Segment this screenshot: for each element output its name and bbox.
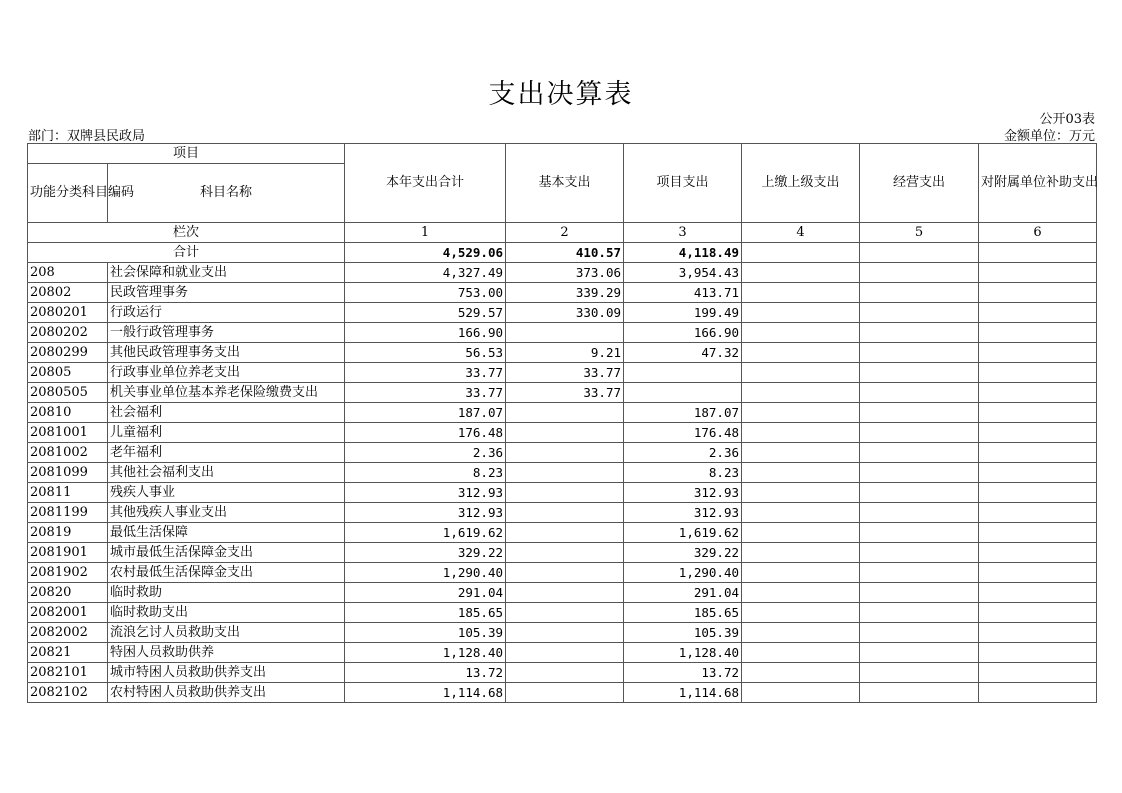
row-superior [742,323,860,343]
total-row [28,243,1097,263]
row-subsidy [979,643,1097,663]
row-basic: 33.77 [506,363,624,383]
row-name: 其他民政管理事务支出 [108,343,345,363]
form-number: 公开03表 [1039,112,1095,127]
row-name: 行政事业单位养老支出 [108,363,345,383]
row-business [860,563,979,583]
row-business [860,683,979,703]
row-business [860,623,979,643]
row-superior [742,623,860,643]
row-basic: 330.09 [506,303,624,323]
row-code: 2082102 [28,683,108,703]
row-code: 2082002 [28,623,108,643]
row-code: 20810 [28,403,108,423]
row-total: 529.57 [345,303,506,323]
row-basic [506,523,624,543]
row-name: 最低生活保障 [108,523,345,543]
table-row [28,483,1097,503]
row-project: 1,619.62 [624,523,742,543]
row-subsidy [979,343,1097,363]
row-name: 其他社会福利支出 [108,463,345,483]
row-basic [506,663,624,683]
table-row [28,303,1097,323]
row-superior [742,523,860,543]
row-business [860,663,979,683]
row-code: 2080505 [28,383,108,403]
row-superior [742,383,860,403]
row-total: 33.77 [345,363,506,383]
row-name: 城市特困人员救助供养支出 [108,663,345,683]
row-project: 185.65 [624,603,742,623]
row-superior [742,683,860,703]
row-subsidy [979,363,1097,383]
row-name: 农村特困人员救助供养支出 [108,683,345,703]
row-total: 187.07 [345,403,506,423]
row-total: 753.00 [345,283,506,303]
row-name: 社会保障和就业支出 [108,263,345,283]
row-code: 2080202 [28,323,108,343]
row-superior [742,343,860,363]
total-c3: 4,118.49 [624,243,742,263]
table-row [28,383,1097,403]
row-basic [506,403,624,423]
row-basic [506,443,624,463]
row-basic [506,603,624,623]
row-business [860,263,979,283]
col-number-1: 1 [345,223,506,243]
total-c1: 4,529.06 [345,243,506,263]
row-total: 56.53 [345,343,506,363]
row-name: 农村最低生活保障金支出 [108,563,345,583]
row-basic [506,463,624,483]
table-row [28,563,1097,583]
col-number-4: 4 [742,223,860,243]
row-subsidy [979,523,1097,543]
row-basic [506,623,624,643]
row-basic [506,483,624,503]
row-superior [742,403,860,423]
row-name: 机关事业单位基本养老保险缴费支出 [108,383,345,403]
row-subsidy [979,263,1097,283]
row-total: 1,114.68 [345,683,506,703]
row-code: 20802 [28,283,108,303]
row-project: 312.93 [624,503,742,523]
row-superior [742,303,860,323]
row-name: 临时救助 [108,583,345,603]
row-total: 33.77 [345,383,506,403]
row-name: 一般行政管理事务 [108,323,345,343]
row-business [860,343,979,363]
header-row-1 [28,144,1097,164]
table-row [28,663,1097,683]
row-project: 3,954.43 [624,263,742,283]
row-basic [506,323,624,343]
header-name: 科目名称 [108,164,345,223]
row-business [860,363,979,383]
row-subsidy [979,543,1097,563]
row-project: 329.22 [624,543,742,563]
row-total: 291.04 [345,583,506,603]
header-business-expenditure: 经营支出 [860,144,979,223]
row-name: 残疾人事业 [108,483,345,503]
row-code: 2081099 [28,463,108,483]
row-basic: 339.29 [506,283,624,303]
row-code: 2082101 [28,663,108,683]
row-subsidy [979,423,1097,443]
row-subsidy [979,683,1097,703]
row-total: 176.48 [345,423,506,443]
row-project: 187.07 [624,403,742,423]
row-project: 176.48 [624,423,742,443]
amount-unit-label: 金额单位：万元 [1003,129,1095,144]
row-basic [506,503,624,523]
row-superior [742,463,860,483]
row-code: 2080299 [28,343,108,363]
row-basic [506,563,624,583]
row-superior [742,563,860,583]
row-subsidy [979,503,1097,523]
row-name: 特困人员救助供养 [108,643,345,663]
row-subsidy [979,303,1097,323]
row-business [860,443,979,463]
row-project [624,383,742,403]
row-total: 13.72 [345,663,506,683]
table-row [28,323,1097,343]
row-project: 1,114.68 [624,683,742,703]
row-basic: 33.77 [506,383,624,403]
row-code: 2081002 [28,443,108,463]
column-number-row [28,223,1097,243]
row-name: 社会福利 [108,403,345,423]
row-total: 8.23 [345,463,506,483]
row-code: 2081901 [28,543,108,563]
row-superior [742,643,860,663]
row-business [860,423,979,443]
col-number-2: 2 [506,223,624,243]
row-project: 8.23 [624,463,742,483]
row-code: 208 [28,263,108,283]
row-superior [742,583,860,603]
row-superior [742,283,860,303]
row-code: 20811 [28,483,108,503]
table-row [28,343,1097,363]
row-total: 4,327.49 [345,263,506,283]
row-superior [742,603,860,623]
row-superior [742,263,860,283]
table-row [28,263,1097,283]
row-code: 20805 [28,363,108,383]
row-project: 105.39 [624,623,742,643]
col-number-5: 5 [860,223,979,243]
lanci-label: 栏次 [28,223,345,243]
row-business [860,403,979,423]
row-subsidy [979,383,1097,403]
header-project: 项目 [28,144,345,164]
report-title: 支出决算表 [488,79,634,110]
table-row [28,443,1097,463]
row-subsidy [979,563,1097,583]
row-business [860,323,979,343]
table-row [28,583,1097,603]
row-subsidy [979,323,1097,343]
row-code: 2082001 [28,603,108,623]
expenditure-table [27,143,1097,703]
row-total: 166.90 [345,323,506,343]
row-code: 2080201 [28,303,108,323]
row-code: 20819 [28,523,108,543]
row-total: 312.93 [345,503,506,523]
total-c4 [742,243,860,263]
table-row [28,283,1097,303]
row-superior [742,423,860,443]
header-superior-payment: 上缴上级支出 [742,144,860,223]
col-number-6: 6 [979,223,1097,243]
row-superior [742,363,860,383]
row-basic [506,643,624,663]
row-basic [506,543,624,563]
row-basic: 9.21 [506,343,624,363]
row-total: 1,619.62 [345,523,506,543]
row-basic: 373.06 [506,263,624,283]
row-subsidy [979,663,1097,683]
row-superior [742,663,860,683]
row-name: 行政运行 [108,303,345,323]
row-project: 199.49 [624,303,742,323]
total-label: 合计 [28,243,345,263]
row-business [860,503,979,523]
row-project: 166.90 [624,323,742,343]
row-business [860,483,979,503]
row-basic [506,423,624,443]
row-project: 13.72 [624,663,742,683]
header-subsidiary-subsidy: 对附属单位补助支出 [979,144,1097,223]
row-project: 47.32 [624,343,742,363]
row-business [860,523,979,543]
row-superior [742,543,860,563]
table-row [28,363,1097,383]
row-subsidy [979,463,1097,483]
row-project: 312.93 [624,483,742,503]
row-total: 312.93 [345,483,506,503]
row-business [860,583,979,603]
row-name: 民政管理事务 [108,283,345,303]
table-row [28,603,1097,623]
header-code: 功能分类科目编码 [28,164,108,223]
row-total: 105.39 [345,623,506,643]
row-code: 20820 [28,583,108,603]
row-subsidy [979,403,1097,423]
row-name: 老年福利 [108,443,345,463]
row-code: 20821 [28,643,108,663]
row-total: 1,128.40 [345,643,506,663]
row-subsidy [979,283,1097,303]
row-subsidy [979,583,1097,603]
row-total: 1,290.40 [345,563,506,583]
row-project: 2.36 [624,443,742,463]
header-total-expenditure: 本年支出合计 [345,144,506,223]
row-project: 1,128.40 [624,643,742,663]
table-row [28,643,1097,663]
row-name: 儿童福利 [108,423,345,443]
table-row [28,523,1097,543]
row-business [860,543,979,563]
row-subsidy [979,443,1097,463]
table-row [28,423,1097,443]
table-row [28,623,1097,643]
row-business [860,383,979,403]
header-project-expenditure: 项目支出 [624,144,742,223]
row-business [860,463,979,483]
col-number-3: 3 [624,223,742,243]
department-label: 部门：双牌县民政局 [28,129,146,144]
table-row [28,503,1097,523]
row-project: 1,290.40 [624,563,742,583]
row-superior [742,483,860,503]
row-basic [506,583,624,603]
row-business [860,643,979,663]
row-project [624,363,742,383]
row-name: 临时救助支出 [108,603,345,623]
row-project: 291.04 [624,583,742,603]
row-superior [742,443,860,463]
table-row [28,683,1097,703]
row-name: 城市最低生活保障金支出 [108,543,345,563]
row-subsidy [979,483,1097,503]
row-name: 其他残疾人事业支出 [108,503,345,523]
table-row [28,403,1097,423]
row-superior [742,503,860,523]
row-basic [506,683,624,703]
row-subsidy [979,623,1097,643]
row-total: 185.65 [345,603,506,623]
row-name: 流浪乞讨人员救助支出 [108,623,345,643]
table-row [28,543,1097,563]
total-c2: 410.57 [506,243,624,263]
row-business [860,283,979,303]
row-project: 413.71 [624,283,742,303]
row-code: 2081199 [28,503,108,523]
row-subsidy [979,603,1097,623]
row-code: 2081902 [28,563,108,583]
row-business [860,603,979,623]
total-c6 [979,243,1097,263]
row-total: 2.36 [345,443,506,463]
total-c5 [860,243,979,263]
table-row [28,463,1097,483]
row-total: 329.22 [345,543,506,563]
header-basic-expenditure: 基本支出 [506,144,624,223]
row-code: 2081001 [28,423,108,443]
row-business [860,303,979,323]
